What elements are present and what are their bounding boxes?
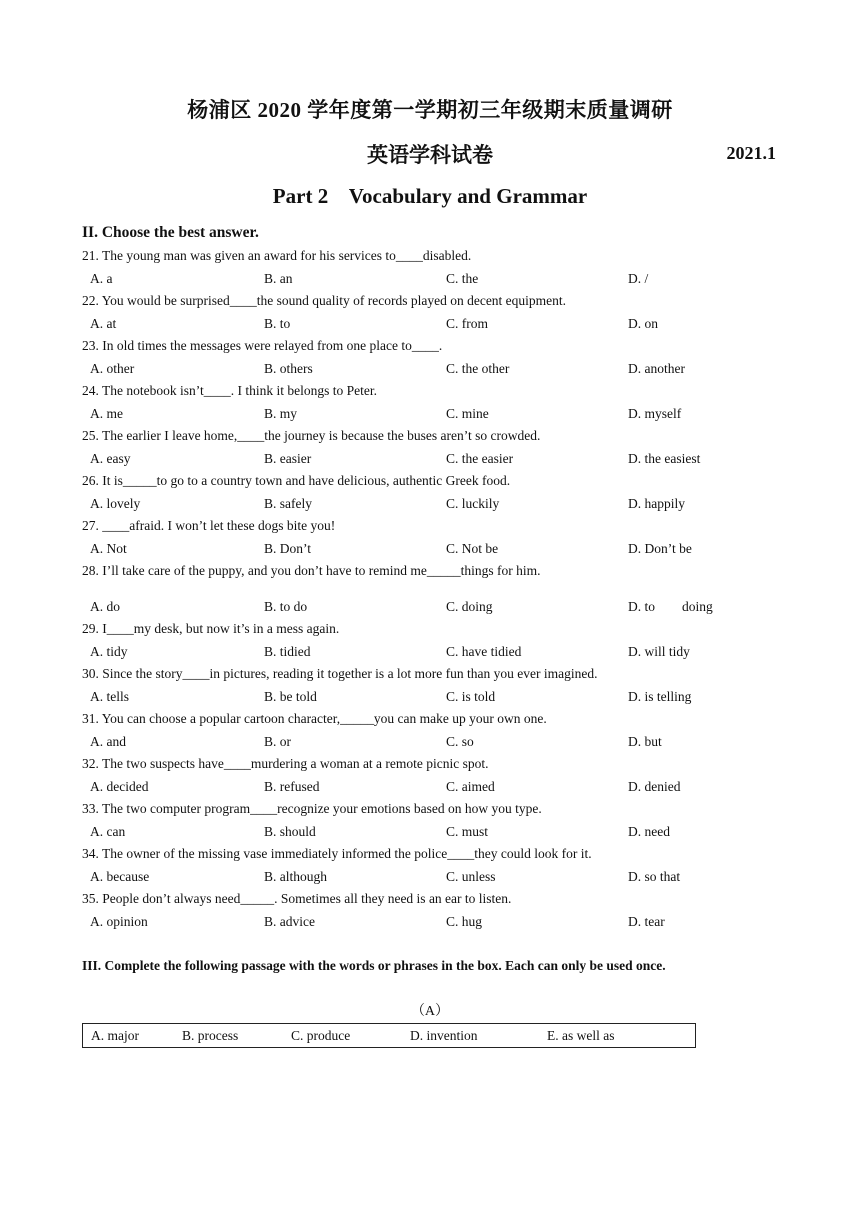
option-c: C. so xyxy=(446,733,474,749)
passage-label: （A） xyxy=(410,1004,450,1019)
option-c: C. hug xyxy=(446,913,483,929)
question-list xyxy=(82,245,782,933)
question-35: 35. People don’t always need_____. Sometimes all they need is an ear to listen. xyxy=(82,891,512,906)
option-c: C. Not be xyxy=(446,540,499,556)
option-b: B. advice xyxy=(264,913,315,929)
exam-title: 杨浦区 2020 学年度第一学期初三年级期末质量调研 xyxy=(187,98,673,122)
exam-date: 2021.1 xyxy=(726,143,776,163)
option-a: A. other xyxy=(90,360,135,376)
option-d: D. to doing xyxy=(628,598,713,614)
option-d: D. on xyxy=(628,315,658,331)
option-b: B. Don’t xyxy=(264,540,312,556)
word-option: D. invention xyxy=(410,1028,478,1043)
option-c: C. from xyxy=(446,315,488,331)
option-a: A. lovely xyxy=(90,495,141,511)
option-a: A. at xyxy=(90,315,117,331)
option-c: C. must xyxy=(446,823,489,839)
section-ii-title: II. Choose the best answer. xyxy=(82,224,259,241)
option-a: A. decided xyxy=(90,778,149,794)
option-c: C. luckily xyxy=(446,495,500,511)
options-33 xyxy=(82,821,782,844)
option-d: D. the easiest xyxy=(628,450,701,466)
option-d: D. happily xyxy=(628,495,685,511)
option-c: C. have tidied xyxy=(446,643,522,659)
option-b: B. easier xyxy=(264,450,312,466)
options-27 xyxy=(82,538,782,561)
question-32: 32. The two suspects have____murdering a woman at a remote picnic spot. xyxy=(82,756,489,771)
option-c: C. is told xyxy=(446,688,496,704)
question-26: 26. It is_____to go to a country town and have delicious, authentic Greek food. xyxy=(82,473,511,488)
part-heading: Part 2 Vocabulary and Grammar xyxy=(272,184,588,208)
option-b: B. my xyxy=(264,405,298,421)
options-21 xyxy=(82,268,782,291)
options-30 xyxy=(82,686,782,709)
option-c: C. aimed xyxy=(446,778,495,794)
option-b: B. an xyxy=(264,270,293,286)
option-d: D. another xyxy=(628,360,685,376)
option-c: C. the xyxy=(446,270,479,286)
options-34 xyxy=(82,866,782,889)
option-b: B. others xyxy=(264,360,313,376)
options-28 xyxy=(82,596,782,619)
option-b: B. tidied xyxy=(264,643,311,659)
options-26 xyxy=(82,493,782,516)
question-27: 27. ____afraid. I won’t let these dogs bite you! xyxy=(82,518,336,533)
options-32 xyxy=(82,776,782,799)
option-d: D. myself xyxy=(628,405,682,421)
option-b: B. or xyxy=(264,733,291,749)
option-b: B. be told xyxy=(264,688,317,704)
option-a: A. can xyxy=(90,823,126,839)
word-box xyxy=(82,1023,696,1048)
option-c: C. the easier xyxy=(446,450,514,466)
option-d: D. is telling xyxy=(628,688,692,704)
spacer xyxy=(82,583,782,596)
option-b: B. to do xyxy=(264,598,308,614)
options-23 xyxy=(82,358,782,381)
options-31 xyxy=(82,731,782,754)
question-33: 33. The two computer program____recognize your emotions based on how you type. xyxy=(82,801,542,816)
option-c: C. mine xyxy=(446,405,489,421)
word-option: A. major xyxy=(91,1028,139,1043)
option-a: A. Not xyxy=(90,540,127,556)
options-24 xyxy=(82,403,782,426)
word-option: C. produce xyxy=(291,1028,351,1043)
question-31: 31. You can choose a popular cartoon character,_____you can make up your own one. xyxy=(82,711,547,726)
option-b: B. safely xyxy=(264,495,312,511)
options-29 xyxy=(82,641,782,664)
options-22 xyxy=(82,313,782,336)
option-b: B. refused xyxy=(264,778,320,794)
option-a: A. easy xyxy=(90,450,131,466)
options-35 xyxy=(82,911,782,934)
option-c: C. doing xyxy=(446,598,493,614)
question-30: 30. Since the story____in pictures, reading it together is a lot more fun than you ever imagined. xyxy=(82,666,598,681)
question-22: 22. You would be surprised____the sound quality of records played on decent equipment. xyxy=(82,293,567,308)
option-b: B. to xyxy=(264,315,291,331)
question-21: 21. The young man was given an award for his services to____disabled. xyxy=(82,248,472,263)
exam-subtitle: 英语学科试卷 xyxy=(367,143,493,167)
option-b: B. although xyxy=(264,868,327,884)
question-29: 29. I____my desk, but now it’s in a mess again. xyxy=(82,621,340,636)
option-a: A. do xyxy=(90,598,120,614)
option-d: D. tear xyxy=(628,913,665,929)
question-23: 23. In old times the messages were relayed from one place to____. xyxy=(82,338,443,353)
option-d: D. / xyxy=(628,270,649,286)
option-c: C. unless xyxy=(446,868,496,884)
option-a: A. and xyxy=(90,733,126,749)
question-25: 25. The earlier I leave home,____the journey is because the buses aren’t so crowded. xyxy=(82,428,541,443)
option-a: A. tidy xyxy=(90,643,128,659)
word-option: E. as well as xyxy=(547,1028,615,1043)
question-34: 34. The owner of the missing vase immediately informed the police____they could look for it. xyxy=(82,846,592,861)
option-d: D. so that xyxy=(628,868,681,884)
option-a: A. tells xyxy=(90,688,129,704)
options-25 xyxy=(82,448,782,471)
option-a: A. me xyxy=(90,405,123,421)
option-d: D. denied xyxy=(628,778,681,794)
option-d: D. but xyxy=(628,733,662,749)
option-c: C. the other xyxy=(446,360,510,376)
option-a: A. because xyxy=(90,868,150,884)
option-d: D. will tidy xyxy=(628,643,690,659)
word-option: B. process xyxy=(182,1028,239,1043)
option-a: A. a xyxy=(90,270,113,286)
question-28: 28. I’ll take care of the puppy, and you don’t have to remind me_____things for him. xyxy=(82,563,541,578)
option-b: B. should xyxy=(264,823,316,839)
question-24: 24. The notebook isn’t____. I think it belongs to Peter. xyxy=(82,383,377,398)
option-d: D. Don’t be xyxy=(628,540,692,556)
option-a: A. opinion xyxy=(90,913,148,929)
option-d: D. need xyxy=(628,823,670,839)
section-iii-title: III. Complete the following passage with the words or phrases in the box. Each can only be used once. xyxy=(82,958,666,973)
